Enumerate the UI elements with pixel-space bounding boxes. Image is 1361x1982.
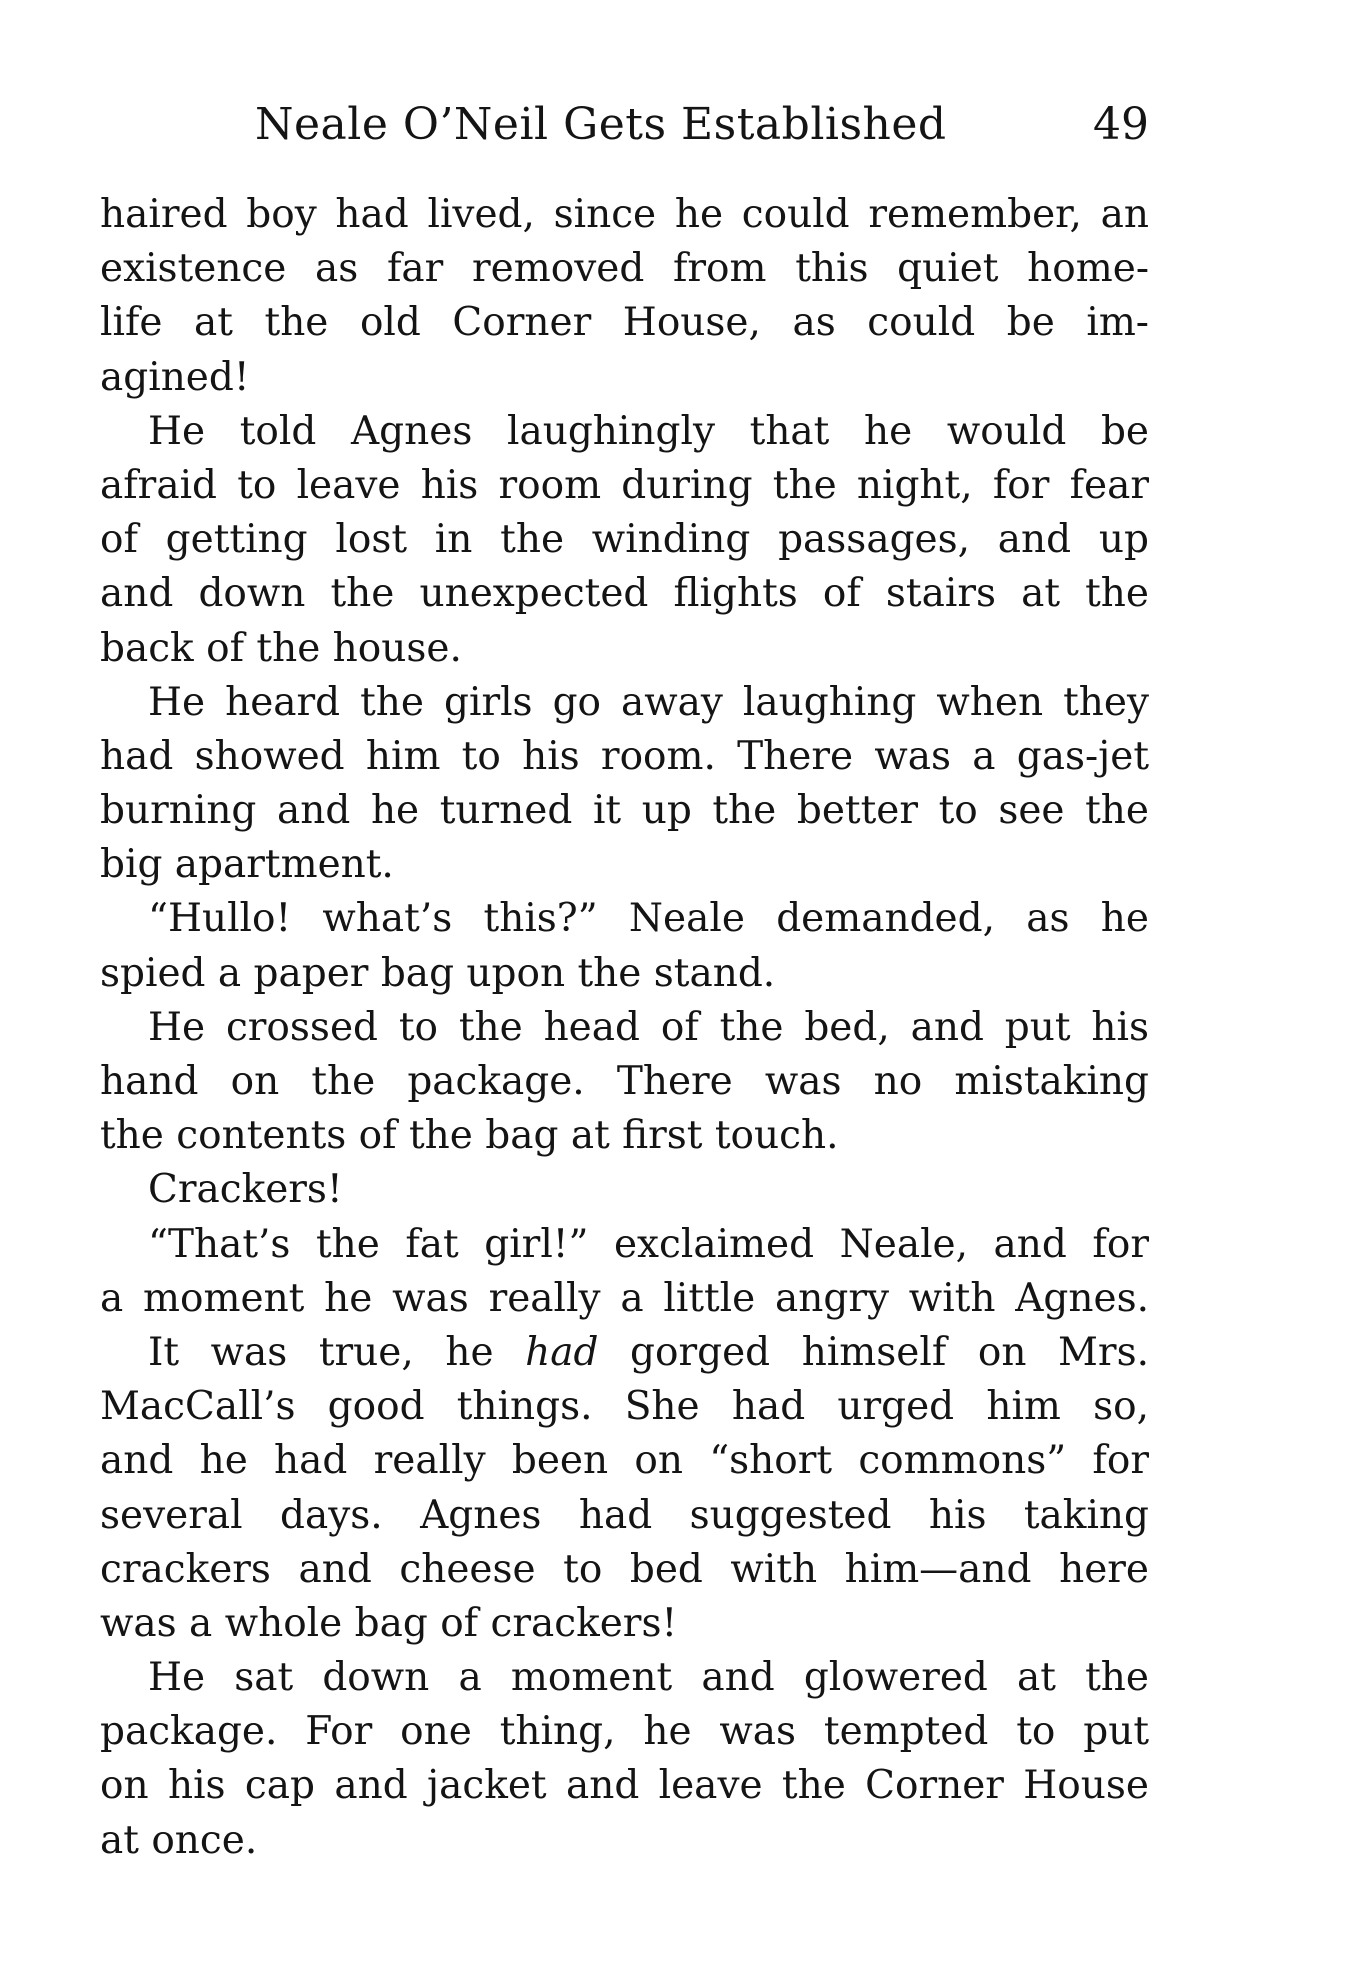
text-line: a moment he was really a little angry with Agnes. <box>100 1275 1149 1321</box>
text-line: spied a paper bag upon the stand. <box>100 950 776 996</box>
text-line: It was true, he had gorged himself on Mrs. <box>148 1329 1149 1375</box>
text-line: existence as far removed from this quiet home- <box>100 246 1149 292</box>
text-line: package. For one thing, he was tempted to put <box>100 1709 1149 1755</box>
text-line: Crackers! <box>148 1167 343 1213</box>
text-line: of getting lost in the winding passages, and up <box>100 517 1149 563</box>
text-line: on his cap and jacket and leave the Corner House <box>100 1763 1149 1809</box>
text-line: “That’s the fat girl!” exclaimed Neale, and for <box>148 1221 1149 1267</box>
text-line: burning and he turned it up the better to see the <box>100 788 1149 834</box>
text-line: He heard the girls go away laughing when they <box>148 679 1149 725</box>
text-line: He sat down a moment and glowered at the <box>148 1655 1149 1701</box>
text-line: afraid to leave his room during the night, for fear <box>100 462 1149 508</box>
chapter-title: Neale O’Neil Gets Established <box>255 99 947 150</box>
text-line: several days. Agnes had suggested his taking <box>100 1492 1149 1538</box>
emphasis: had <box>525 1329 599 1375</box>
text-line: “Hullo! what’s this?” Neale demanded, as he <box>148 896 1149 942</box>
text-line: hand on the package. There was no mistaking <box>100 1059 1149 1104</box>
running-head <box>255 95 1149 155</box>
text-line: life at the old Corner House, as could be im- <box>100 300 1149 346</box>
text-line: and down the unexpected flights of stairs at the <box>100 571 1149 617</box>
body-text <box>100 188 1149 1868</box>
text-line: big apartment. <box>100 842 394 888</box>
text-line: He crossed to the head of the bed, and put his <box>148 1004 1149 1050</box>
text-line: MacCall’s good things. She had urged him so, <box>100 1384 1149 1430</box>
text-line: back of the house. <box>100 625 462 671</box>
text-line: the contents of the bag at first touch. <box>100 1113 839 1159</box>
text-line: He told Agnes laughingly that he would be <box>148 408 1149 454</box>
text-line: haired boy had lived, since he could remember, an <box>100 192 1149 237</box>
text-line: agined! <box>100 354 250 400</box>
text-line: crackers and cheese to bed with him—and here <box>100 1546 1149 1592</box>
text-line: had showed him to his room. There was a gas-jet <box>100 733 1149 779</box>
text-line: and he had really been on “short commons” for <box>100 1438 1149 1484</box>
text-line: was a whole bag of crackers! <box>100 1600 678 1646</box>
page-number: 49 <box>1093 99 1149 150</box>
text-line: at once. <box>100 1817 258 1863</box>
